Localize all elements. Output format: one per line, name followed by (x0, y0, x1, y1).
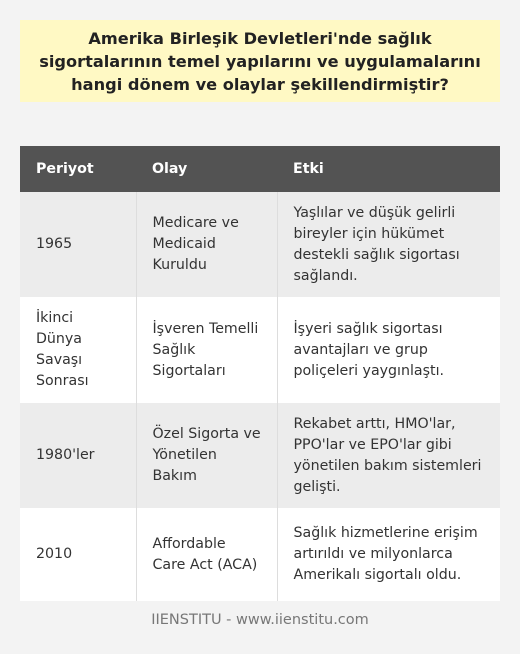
cell-event: İşveren Temelli Sağlık Sigortaları (136, 297, 277, 403)
cell-effect: Yaşlılar ve düşük gelirli bireyler için hükümet destekli sağlık sigortası sağlandı. (277, 192, 500, 297)
question-box (20, 20, 500, 102)
table-header-row (20, 146, 500, 192)
header-period: Periyot (20, 146, 136, 192)
cell-effect: İşyeri sağlık sigortası avantajları ve grup poliçeleri yaygınlaştı. (277, 297, 500, 403)
cell-period: İkinci Dünya Savaşı Sonrası (20, 297, 136, 403)
header-effect: Etki (277, 146, 500, 192)
cell-effect: Rekabet arttı, HMO'lar, PPO'lar ve EPO'lar gibi yönetilen bakım sistemleri gelişti. (277, 403, 500, 508)
cell-period: 1980'ler (20, 403, 136, 508)
cell-event: Medicare ve Medicaid Kuruldu (136, 192, 277, 297)
table-row (20, 192, 500, 297)
footer-credit: IIENSTITU - www.iienstitu.com (151, 612, 369, 628)
question-text: Amerika Birleşik Devletleri'nde sağlık sigortalarının temel yapılarını ve uygulamalarını hangi dönem ve olaylar şekillendirmiştir? (39, 28, 481, 94)
table-row (20, 297, 500, 403)
table-row (20, 508, 500, 601)
cell-effect: Sağlık hizmetlerine erişim artırıldı ve milyonlarca Amerikalı sigortalı oldu. (277, 508, 500, 601)
cell-period: 2010 (20, 508, 136, 601)
cell-event: Özel Sigorta ve Yönetilen Bakım (136, 403, 277, 508)
table-row (20, 403, 500, 508)
history-table (20, 146, 500, 601)
cell-period: 1965 (20, 192, 136, 297)
header-event: Olay (136, 146, 277, 192)
cell-event: Affordable Care Act (ACA) (136, 508, 277, 601)
